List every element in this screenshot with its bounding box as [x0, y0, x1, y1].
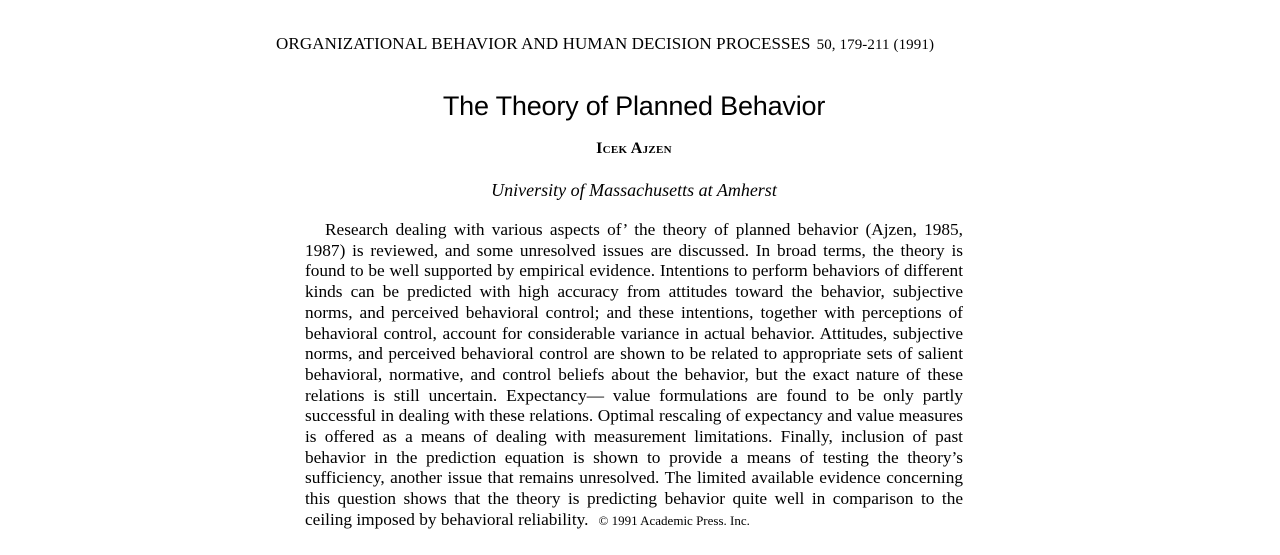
paper-author: Icek Ajzen [596, 140, 672, 157]
abstract-text: Research dealing with various aspects of’ the theory of planned behavior (Ajzen, 1985, 1987) is reviewed, and some unresolved issues are discussed. In broad terms, the theory is found to be well supported by empirical evidence. Intentions to perform behaviors of different kinds can be predicted with high accuracy from attitudes toward the behavior, subjective norms, and perceived behavioral control; and these intentions, together with perceptions of behavioral control, account for considerable variance in actual behavior. Attitudes, subjective norms, and perceived behavioral control are shown to be related to appropriate sets of salient behavioral, normative, and control beliefs about the behavior, but the exact nature of these relations is still uncertain. Expectancy— value formulations are found to be only partly successful in dealing with these relations. Optimal rescaling of expectancy and value measures is offered as a means of dealing with measurement limitations. Finally, inclusion of past behavior in the prediction equation is shown to provide a means of testing the theory’s sufficiency, another issue that remains unresolved. The limited available evidence concerning this question shows that the theory is predicting behavior quite well in comparison to the ceiling imposed by behavioral reliability. [305, 220, 963, 529]
journal-citation: 50, 179-211 (1991) [816, 37, 935, 53]
abstract-paragraph [305, 220, 963, 532]
copyright-notice: © 1991 Academic Press. Inc. [598, 512, 750, 528]
paper-affiliation: University of Massachusetts at Amherst [491, 180, 777, 200]
paper-title: The Theory of Planned Behavior [442, 91, 826, 121]
journal-header [276, 33, 976, 56]
journal-name: ORGANIZATIONAL BEHAVIOR AND HUMAN DECISION PROCESSES [276, 34, 811, 53]
